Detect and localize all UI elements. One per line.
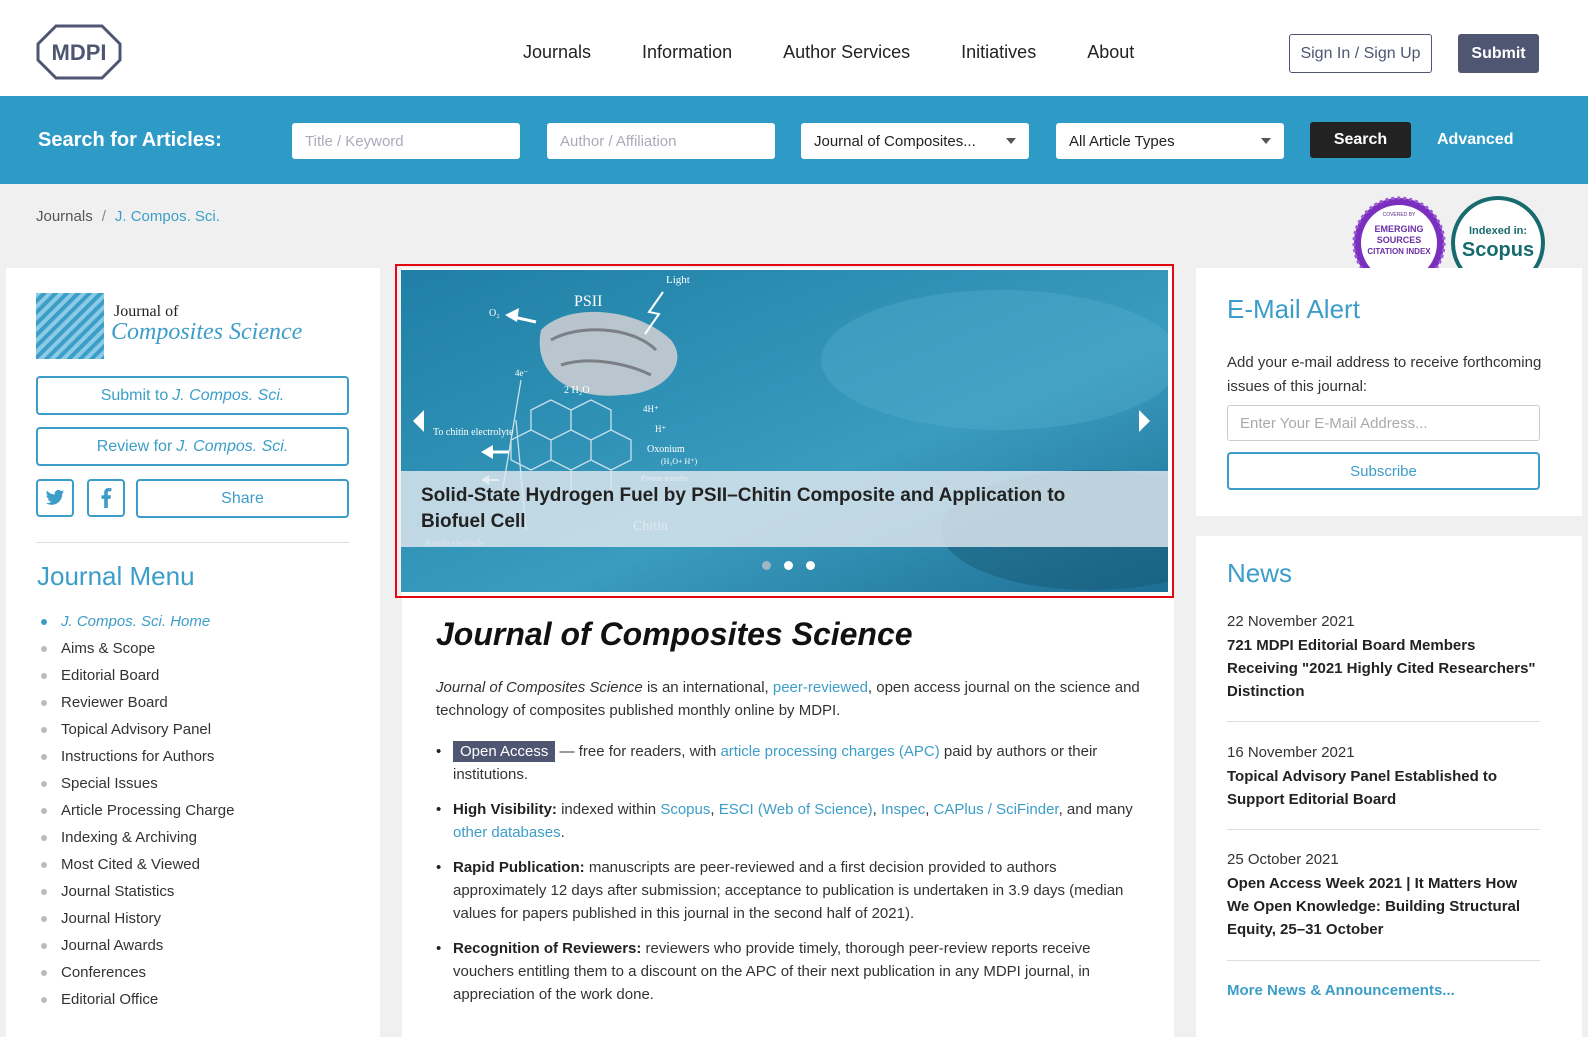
bullet-icon <box>41 970 47 976</box>
search-bar <box>0 96 1588 184</box>
svg-text:Light: Light <box>666 274 690 286</box>
journal-cover-icon[interactable] <box>36 293 104 359</box>
journal-select[interactable] <box>801 123 1029 159</box>
svg-text:COVERED BY: COVERED BY <box>1382 212 1416 218</box>
divider <box>1227 960 1540 961</box>
news-item[interactable] <box>1227 744 1540 811</box>
other-databases-link[interactable]: other databases <box>453 824 561 841</box>
mdpi-logo[interactable] <box>36 24 122 80</box>
review-for-journal-button[interactable] <box>36 427 349 466</box>
scopus-indexed-label: Indexed in: <box>1468 224 1528 237</box>
news-title: News <box>1227 558 1293 588</box>
news-date: 16 November 2021 <box>1227 744 1355 761</box>
chevron-down-icon <box>1006 138 1016 144</box>
svg-text:(H₃O+ H⁺): (H₃O+ H⁺) <box>661 457 698 466</box>
main-nav <box>523 42 1185 63</box>
caplus-link[interactable]: CAPlus / SciFinder <box>933 801 1059 818</box>
article-type-value: All Article Types <box>1069 132 1175 150</box>
menu-item-journal-awards[interactable]: Journal Awards <box>41 932 234 959</box>
article-type-select[interactable] <box>1056 123 1284 159</box>
bullet-icon <box>41 997 47 1003</box>
svg-text:CITATION INDEX: CITATION INDEX <box>1367 247 1431 256</box>
author-affiliation-input[interactable]: Author / Affiliation <box>547 123 775 159</box>
news-panel <box>1196 536 1582 1037</box>
submit-button[interactable]: Submit <box>1458 34 1539 73</box>
menu-item-journal-history[interactable]: Journal History <box>41 905 234 932</box>
nav-about[interactable]: About <box>1087 42 1135 62</box>
journal-menu <box>41 608 234 1013</box>
facebook-button[interactable] <box>87 479 125 517</box>
bullet-icon <box>41 727 47 733</box>
feature-open-access: • Open Access — free for readers, with article processing charges (APC) paid by authors or their institutions. <box>436 740 1148 786</box>
breadcrumb <box>36 208 220 225</box>
journal-title-small: Journal of <box>114 303 179 320</box>
bullet-icon <box>41 808 47 814</box>
more-news-link[interactable]: More News & Announcements... <box>1227 982 1455 999</box>
menu-item-editorial-board[interactable]: Editorial Board <box>41 662 234 689</box>
svg-text:EMERGING: EMERGING <box>1374 224 1424 234</box>
breadcrumb-current[interactable]: J. Compos. Sci. <box>114 208 220 225</box>
search-button[interactable]: Search <box>1310 122 1411 158</box>
news-headline[interactable]: 721 MDPI Editorial Board Members Receiving "2021 Highly Cited Researchers" Distinction <box>1227 637 1536 700</box>
bullet-icon <box>41 862 47 868</box>
email-alert-title: E-Mail Alert <box>1227 294 1360 324</box>
carousel-slide[interactable] <box>401 270 1168 592</box>
menu-item-conferences[interactable]: Conferences <box>41 959 234 986</box>
svg-text:SOURCES: SOURCES <box>1376 235 1422 245</box>
open-access-badge[interactable]: Open Access <box>453 741 555 762</box>
svg-text:PSII: PSII <box>574 293 603 310</box>
breadcrumb-strip <box>0 184 1588 248</box>
main-content <box>402 268 1174 1037</box>
menu-item-aims-scope[interactable]: Aims & Scope <box>41 635 234 662</box>
scopus-link[interactable]: Scopus <box>660 801 711 818</box>
submit-to-label: Submit to <box>100 386 169 404</box>
submit-to-journal-button[interactable] <box>36 376 349 415</box>
journal-features <box>436 740 1148 1018</box>
carousel-caption[interactable] <box>401 471 1168 547</box>
svg-text:2 H₂O: 2 H₂O <box>564 385 590 396</box>
svg-text:4H⁺: 4H⁺ <box>643 404 659 414</box>
journal-menu-title: Journal Menu <box>37 561 195 591</box>
menu-item-journal-statistics[interactable]: Journal Statistics <box>41 878 234 905</box>
menu-item-most-cited[interactable]: Most Cited & Viewed <box>41 851 234 878</box>
feature-reviewer-recognition: • Recognition of Reviewers: reviewers who provide timely, thorough peer-review reports receive vouchers entitling them to a discount on the APC of their next publication in any MDPI journal, in appreciation of the work done. <box>436 937 1148 1006</box>
menu-item-editorial-office[interactable]: Editorial Office <box>41 986 234 1013</box>
menu-item-topical-advisory-panel[interactable]: Topical Advisory Panel <box>41 716 234 743</box>
news-date: 25 October 2021 <box>1227 851 1339 868</box>
page-title: Journal of Composites Science <box>436 616 913 652</box>
facebook-icon <box>100 488 112 508</box>
search-label: Search for Articles: <box>38 129 222 151</box>
news-item[interactable] <box>1227 613 1540 703</box>
bullet-icon <box>41 700 47 706</box>
news-headline[interactable]: Topical Advisory Panel Established to Support Editorial Board <box>1227 768 1498 808</box>
svg-text:O₂: O₂ <box>489 308 500 319</box>
menu-item-instructions-for-authors[interactable]: Instructions for Authors <box>41 743 234 770</box>
twitter-button[interactable] <box>36 479 74 517</box>
chevron-down-icon <box>1261 138 1271 144</box>
bullet-icon <box>41 754 47 760</box>
carousel-next-icon[interactable] <box>1139 410 1150 432</box>
carousel-dot-3[interactable] <box>806 561 815 570</box>
signin-button[interactable]: Sign In / Sign Up <box>1289 34 1432 73</box>
bullet-icon <box>41 781 47 787</box>
caption-line-2: Biofuel Cell <box>421 511 526 532</box>
news-item[interactable] <box>1227 851 1540 941</box>
left-sidebar <box>6 268 380 1037</box>
svg-text:To chitin electrolyte: To chitin electrolyte <box>433 427 514 438</box>
nav-author-services[interactable]: Author Services <box>783 42 911 62</box>
menu-item-apc[interactable]: Article Processing Charge <box>41 797 234 824</box>
svg-text:H⁺: H⁺ <box>655 424 667 434</box>
menu-item-special-issues[interactable]: Special Issues <box>41 770 234 797</box>
scopus-name: Scopus <box>1461 238 1535 261</box>
featured-carousel[interactable] <box>395 264 1174 598</box>
twitter-icon <box>45 489 65 507</box>
nav-initiatives[interactable]: Initiatives <box>961 42 1037 62</box>
review-for-label: Review for <box>96 437 173 455</box>
apc-link[interactable]: article processing charges (APC) <box>720 743 940 760</box>
title-keyword-input[interactable]: Title / Keyword <box>292 123 520 159</box>
carousel-dots <box>762 561 815 570</box>
feature-rapid-publication: • Rapid Publication: manuscripts are peer-reviewed and a first decision provided to authors approximately 12 days after submission; acceptance to publication is undertaken in 3.9 days (median values for papers published in this journal in the second half of 2021). <box>436 856 1148 925</box>
svg-text:Oxonium: Oxonium <box>647 444 685 455</box>
menu-item-reviewer-board[interactable]: Reviewer Board <box>41 689 234 716</box>
breadcrumb-separator: / <box>101 208 106 225</box>
journal-select-value: Journal of Composites... <box>814 132 976 150</box>
bullet-icon <box>41 943 47 949</box>
inspec-link[interactable]: Inspec <box>881 801 926 818</box>
journal-abbrev: J. Compos. Sci. <box>176 437 289 455</box>
caption-line-1: Solid-State Hydrogen Fuel by PSII–Chitin Composite and Application to <box>421 485 1066 506</box>
esci-link[interactable]: ESCI (Web of Science) <box>718 801 873 818</box>
divider <box>1227 721 1540 722</box>
bullet-icon <box>41 916 47 922</box>
menu-item-indexing[interactable]: Indexing & Archiving <box>41 824 234 851</box>
svg-text:4e⁻: 4e⁻ <box>515 368 529 378</box>
journal-title-large: Composites Science <box>111 319 303 345</box>
nav-information[interactable]: Information <box>642 42 733 62</box>
bullet-icon <box>41 619 47 625</box>
email-alert-panel <box>1196 268 1582 516</box>
journal-abbrev: J. Compos. Sci. <box>172 386 285 404</box>
news-date: 22 November 2021 <box>1227 613 1355 630</box>
news-headline[interactable]: Open Access Week 2021 | It Matters How We Open Knowledge: Building Structural Equity, 25–31 October <box>1227 875 1521 938</box>
bullet-icon <box>41 889 47 895</box>
peer-reviewed-link[interactable]: peer-reviewed <box>772 679 868 696</box>
share-button[interactable]: Share <box>136 479 349 518</box>
advanced-search-link[interactable]: Advanced <box>1437 131 1514 148</box>
subscribe-button[interactable]: Subscribe <box>1227 452 1540 490</box>
bullet-icon <box>41 646 47 652</box>
menu-item-home[interactable]: J. Compos. Sci. Home <box>41 608 234 635</box>
breadcrumb-journals[interactable]: Journals <box>36 208 93 225</box>
divider <box>1227 829 1540 830</box>
svg-text:MDPI: MDPI <box>51 40 107 65</box>
email-input[interactable]: Enter Your E-Mail Address... <box>1227 405 1540 441</box>
feature-high-visibility: • High Visibility: indexed within Scopus, ESCI (Web of Science), Inspec, CAPlus / SciFinder, and many other databases. <box>436 798 1148 844</box>
bullet-icon <box>41 835 47 841</box>
carousel-dot-1[interactable] <box>762 561 771 570</box>
site-header <box>0 0 1588 96</box>
carousel-dot-2[interactable] <box>784 561 793 570</box>
bullet-icon <box>41 673 47 679</box>
email-alert-text: Add your e-mail address to receive forthcoming issues of this journal: <box>1227 354 1542 395</box>
carousel-prev-icon[interactable] <box>413 410 424 432</box>
journal-intro: Journal of Composites Science is an international, peer-reviewed, open access journal on the science and technology of composites published monthly online by MDPI. <box>436 679 1140 719</box>
nav-journals[interactable]: Journals <box>523 42 592 62</box>
divider <box>36 542 349 543</box>
